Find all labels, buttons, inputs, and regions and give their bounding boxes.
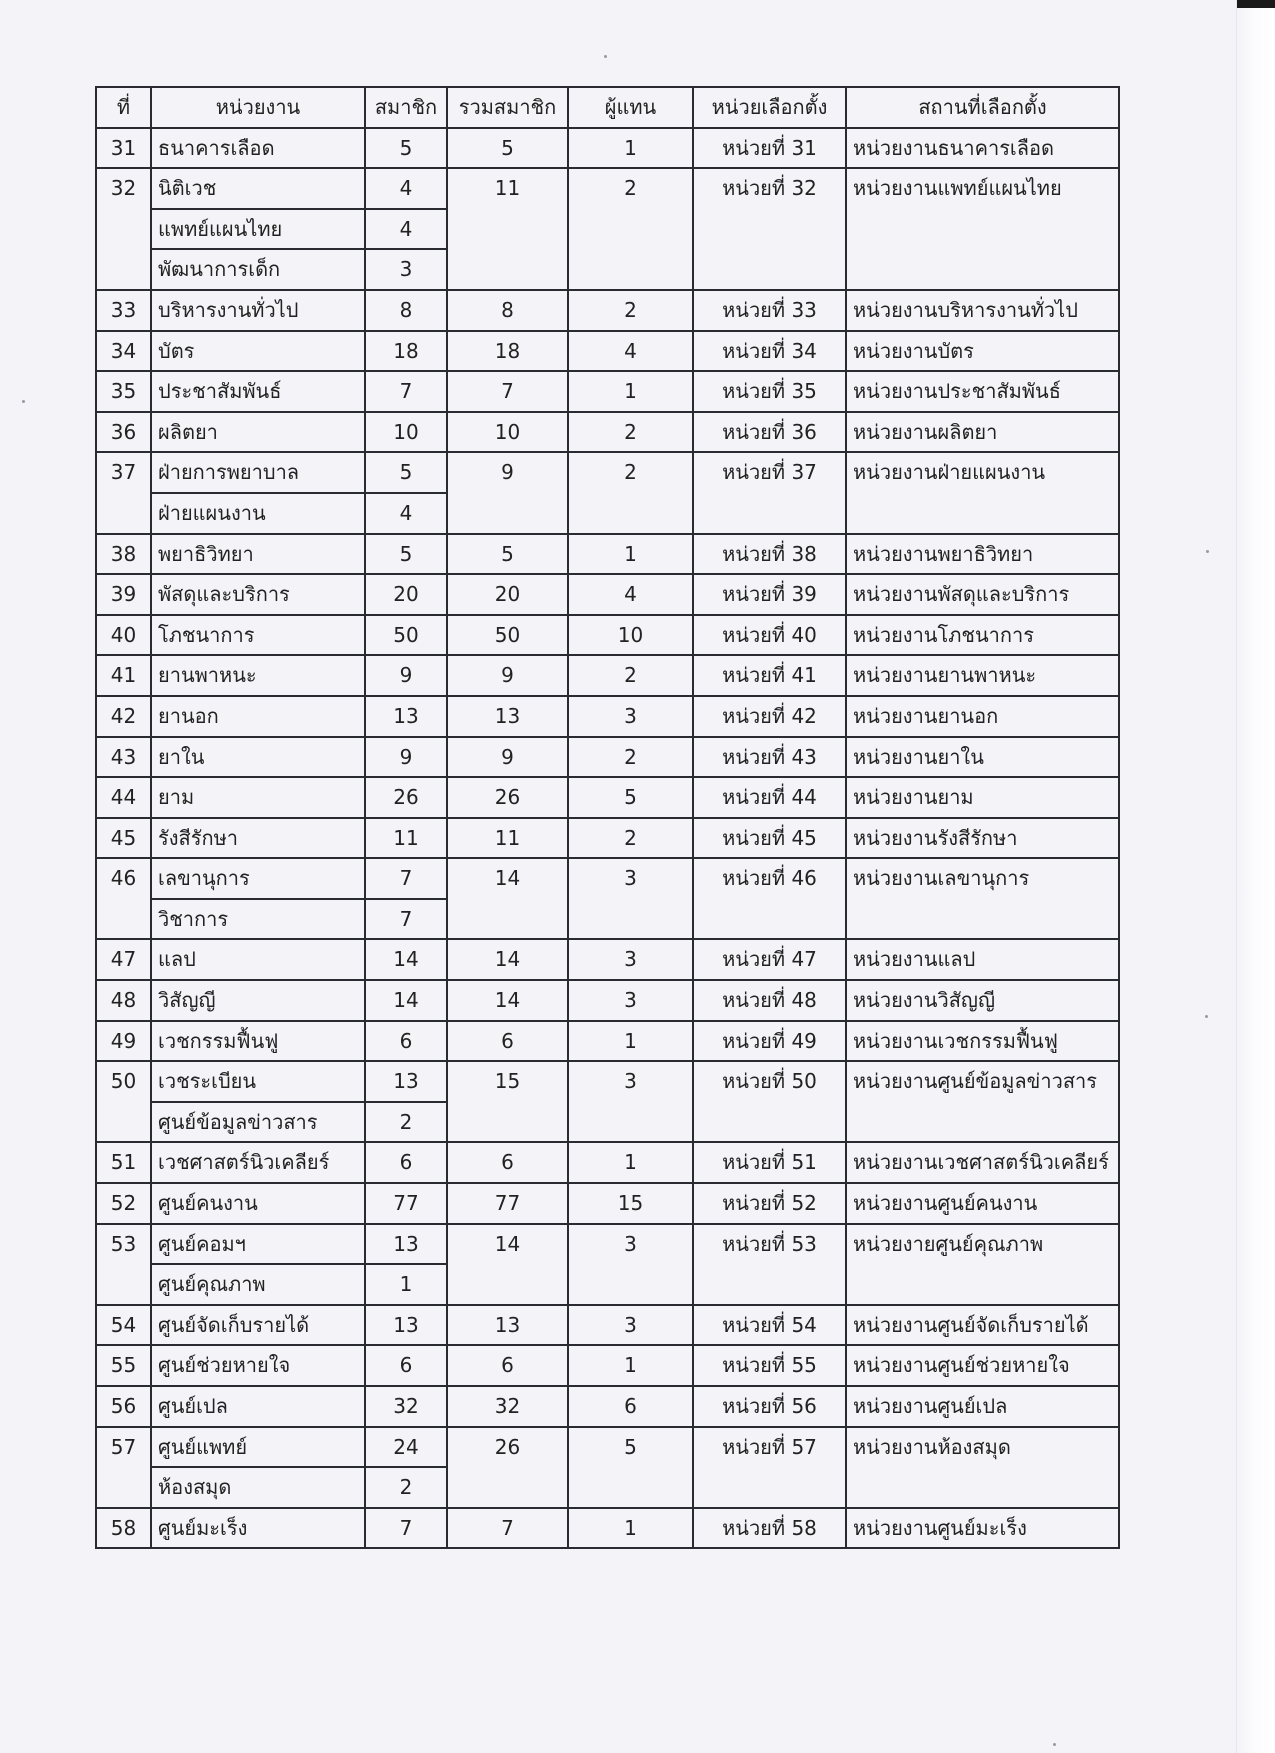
representatives: 3 xyxy=(568,939,693,980)
representatives: 1 xyxy=(568,534,693,575)
total-members: 14 xyxy=(447,980,568,1021)
unit-members: 6 xyxy=(365,1021,447,1062)
representatives: 2 xyxy=(568,290,693,331)
row-number: 53 xyxy=(96,1224,151,1305)
total-members: 26 xyxy=(447,777,568,818)
total-members: 7 xyxy=(447,1508,568,1549)
poll-unit: หน่วยที่ 39 xyxy=(693,574,846,615)
poll-unit: หน่วยที่ 56 xyxy=(693,1386,846,1427)
representatives: 1 xyxy=(568,371,693,412)
unit-name: ศูนย์แพทย์ xyxy=(151,1427,365,1468)
header-representatives: ผู้แทน xyxy=(568,87,693,128)
unit-members: 4 xyxy=(365,168,447,209)
row-number: 56 xyxy=(96,1386,151,1427)
poll-location: หน่วยงานยาม xyxy=(846,777,1119,818)
unit-name: เวชศาสตร์นิวเคลียร์ xyxy=(151,1142,365,1183)
table-row xyxy=(96,1427,1119,1468)
poll-unit: หน่วยที่ 46 xyxy=(693,858,846,939)
poll-location: หน่วยงานศูนย์ข้อมูลข่าวสาร xyxy=(846,1061,1119,1142)
table-row xyxy=(96,980,1119,1021)
table-row xyxy=(96,371,1119,412)
total-members: 9 xyxy=(447,452,568,533)
poll-location: หน่วยงานยานพาหนะ xyxy=(846,655,1119,696)
representatives: 2 xyxy=(568,737,693,778)
row-number: 58 xyxy=(96,1508,151,1549)
unit-name: ยานพาหนะ xyxy=(151,655,365,696)
poll-location: หน่วยงานเวชศาสตร์นิวเคลียร์ xyxy=(846,1142,1119,1183)
unit-members: 5 xyxy=(365,452,447,493)
unit-members: 7 xyxy=(365,858,447,899)
total-members: 6 xyxy=(447,1345,568,1386)
unit-name: ประชาสัมพันธ์ xyxy=(151,371,365,412)
unit-name: เลขานุการ xyxy=(151,858,365,899)
unit-members: 32 xyxy=(365,1386,447,1427)
table-row xyxy=(96,168,1119,209)
representatives: 5 xyxy=(568,777,693,818)
unit-name: ยาม xyxy=(151,777,365,818)
total-members: 15 xyxy=(447,1061,568,1142)
table-row xyxy=(96,939,1119,980)
poll-location: หน่วยงานพัสดุและบริการ xyxy=(846,574,1119,615)
unit-name: วิสัญญี xyxy=(151,980,365,1021)
row-number: 38 xyxy=(96,534,151,575)
poll-location: หน่วยงานประชาสัมพันธ์ xyxy=(846,371,1119,412)
poll-location: หน่วยงานศูนย์มะเร็ง xyxy=(846,1508,1119,1549)
unit-members: 50 xyxy=(365,615,447,656)
poll-location: หน่วยงานฝ่ายแผนงาน xyxy=(846,452,1119,533)
unit-members: 4 xyxy=(365,493,447,534)
total-members: 9 xyxy=(447,655,568,696)
unit-members: 9 xyxy=(365,737,447,778)
poll-unit: หน่วยที่ 45 xyxy=(693,818,846,859)
unit-name: โภชนาการ xyxy=(151,615,365,656)
total-members: 20 xyxy=(447,574,568,615)
row-number: 44 xyxy=(96,777,151,818)
row-number: 46 xyxy=(96,858,151,939)
total-members: 14 xyxy=(447,1224,568,1305)
unit-members: 6 xyxy=(365,1142,447,1183)
poll-unit: หน่วยที่ 54 xyxy=(693,1305,846,1346)
total-members: 13 xyxy=(447,696,568,737)
poll-unit: หน่วยที่ 51 xyxy=(693,1142,846,1183)
unit-members: 13 xyxy=(365,1061,447,1102)
unit-name: แลป xyxy=(151,939,365,980)
unit-members: 8 xyxy=(365,290,447,331)
poll-unit: หน่วยที่ 33 xyxy=(693,290,846,331)
poll-unit: หน่วยที่ 41 xyxy=(693,655,846,696)
scan-speck xyxy=(22,400,25,403)
representatives: 3 xyxy=(568,1224,693,1305)
row-number: 35 xyxy=(96,371,151,412)
row-number: 39 xyxy=(96,574,151,615)
poll-unit: หน่วยที่ 40 xyxy=(693,615,846,656)
table-row xyxy=(96,1183,1119,1224)
unit-name: ฝ่ายแผนงาน xyxy=(151,493,365,534)
unit-members: 5 xyxy=(365,128,447,169)
page-edge xyxy=(1236,0,1275,1753)
table-row xyxy=(96,858,1119,899)
total-members: 26 xyxy=(447,1427,568,1508)
unit-members: 24 xyxy=(365,1427,447,1468)
unit-name: ยาใน xyxy=(151,737,365,778)
poll-unit: หน่วยที่ 42 xyxy=(693,696,846,737)
total-members: 18 xyxy=(447,331,568,372)
poll-unit: หน่วยที่ 43 xyxy=(693,737,846,778)
poll-unit: หน่วยที่ 44 xyxy=(693,777,846,818)
representatives: 4 xyxy=(568,331,693,372)
row-number: 48 xyxy=(96,980,151,1021)
poll-location: หน่วยงานศูนย์คนงาน xyxy=(846,1183,1119,1224)
representatives: 1 xyxy=(568,1508,693,1549)
representatives: 3 xyxy=(568,1305,693,1346)
unit-members: 20 xyxy=(365,574,447,615)
unit-name: พัฒนาการเด็ก xyxy=(151,249,365,290)
unit-name: บัตร xyxy=(151,331,365,372)
unit-name: แพทย์แผนไทย xyxy=(151,209,365,250)
unit-name: วิชาการ xyxy=(151,899,365,940)
unit-members: 14 xyxy=(365,939,447,980)
poll-unit: หน่วยที่ 31 xyxy=(693,128,846,169)
unit-members: 11 xyxy=(365,818,447,859)
poll-unit: หน่วยที่ 55 xyxy=(693,1345,846,1386)
table-row xyxy=(96,412,1119,453)
representatives: 3 xyxy=(568,1061,693,1142)
representatives: 1 xyxy=(568,1021,693,1062)
representatives: 1 xyxy=(568,128,693,169)
poll-location: หน่วยงานแลป xyxy=(846,939,1119,980)
poll-location: หน่วยงานผลิตยา xyxy=(846,412,1119,453)
unit-members: 9 xyxy=(365,655,447,696)
total-members: 9 xyxy=(447,737,568,778)
scan-speck xyxy=(1053,1743,1056,1746)
unit-members: 5 xyxy=(365,534,447,575)
table-row xyxy=(96,1021,1119,1062)
row-number: 55 xyxy=(96,1345,151,1386)
unit-name: ยานอก xyxy=(151,696,365,737)
row-number: 34 xyxy=(96,331,151,372)
poll-unit: หน่วยที่ 36 xyxy=(693,412,846,453)
unit-name: ศูนย์เปล xyxy=(151,1386,365,1427)
representatives: 3 xyxy=(568,696,693,737)
representatives: 4 xyxy=(568,574,693,615)
total-members: 6 xyxy=(447,1142,568,1183)
table-row xyxy=(96,1142,1119,1183)
unit-members: 13 xyxy=(365,1305,447,1346)
unit-members: 10 xyxy=(365,412,447,453)
unit-members: 4 xyxy=(365,209,447,250)
scan-corner-mark xyxy=(1237,0,1275,8)
table-row xyxy=(96,737,1119,778)
total-members: 77 xyxy=(447,1183,568,1224)
row-number: 37 xyxy=(96,452,151,533)
poll-location: หน่วยงานศูนย์ช่วยหายใจ xyxy=(846,1345,1119,1386)
total-members: 10 xyxy=(447,412,568,453)
unit-name: ศูนย์มะเร็ง xyxy=(151,1508,365,1549)
unit-name: บริหารงานทั่วไป xyxy=(151,290,365,331)
poll-location: หน่วยงานศูนย์จัดเก็บรายได้ xyxy=(846,1305,1119,1346)
unit-name: ศูนย์คุณภาพ xyxy=(151,1264,365,1305)
unit-name: พัสดุและบริการ xyxy=(151,574,365,615)
total-members: 7 xyxy=(447,371,568,412)
header-poll-unit: หน่วยเลือกตั้ง xyxy=(693,87,846,128)
table-header-row xyxy=(96,87,1119,128)
header-members: สมาชิก xyxy=(365,87,447,128)
total-members: 50 xyxy=(447,615,568,656)
unit-members: 13 xyxy=(365,1224,447,1265)
representatives: 10 xyxy=(568,615,693,656)
unit-name: ศูนย์ช่วยหายใจ xyxy=(151,1345,365,1386)
representatives: 3 xyxy=(568,858,693,939)
table-row xyxy=(96,1345,1119,1386)
representatives: 2 xyxy=(568,655,693,696)
row-number: 31 xyxy=(96,128,151,169)
header-poll-location: สถานที่เลือกตั้ง xyxy=(846,87,1119,128)
unit-name: ห้องสมุด xyxy=(151,1467,365,1508)
total-members: 11 xyxy=(447,168,568,290)
unit-name: รังสีรักษา xyxy=(151,818,365,859)
poll-unit: หน่วยที่ 49 xyxy=(693,1021,846,1062)
unit-members: 6 xyxy=(365,1345,447,1386)
representatives: 1 xyxy=(568,1142,693,1183)
poll-unit: หน่วยที่ 34 xyxy=(693,331,846,372)
row-number: 47 xyxy=(96,939,151,980)
table-row xyxy=(96,1305,1119,1346)
scan-speck xyxy=(1205,1015,1208,1018)
header-no: ที่ xyxy=(96,87,151,128)
table-row xyxy=(96,615,1119,656)
poll-location: หน่วยงานพยาธิวิทยา xyxy=(846,534,1119,575)
poll-unit: หน่วยที่ 57 xyxy=(693,1427,846,1508)
unit-name: ศูนย์จัดเก็บรายได้ xyxy=(151,1305,365,1346)
header-unit: หน่วยงาน xyxy=(151,87,365,128)
row-number: 41 xyxy=(96,655,151,696)
total-members: 32 xyxy=(447,1386,568,1427)
poll-location: หน่วยงานโภชนาการ xyxy=(846,615,1119,656)
table-row xyxy=(96,452,1119,493)
poll-location: หน่วยงานบัตร xyxy=(846,331,1119,372)
table-body xyxy=(96,128,1119,1549)
poll-location: หน่วยงานห้องสมุด xyxy=(846,1427,1119,1508)
scan-speck xyxy=(1206,550,1209,553)
representatives: 2 xyxy=(568,168,693,290)
unit-members: 26 xyxy=(365,777,447,818)
poll-unit: หน่วยที่ 52 xyxy=(693,1183,846,1224)
poll-unit: หน่วยที่ 58 xyxy=(693,1508,846,1549)
poll-location: หน่วยงานรังสีรักษา xyxy=(846,818,1119,859)
poll-unit: หน่วยที่ 37 xyxy=(693,452,846,533)
table-row xyxy=(96,818,1119,859)
row-number: 49 xyxy=(96,1021,151,1062)
unit-name: ศูนย์คอมฯ xyxy=(151,1224,365,1265)
representatives: 6 xyxy=(568,1386,693,1427)
unit-name: ศูนย์คนงาน xyxy=(151,1183,365,1224)
row-number: 36 xyxy=(96,412,151,453)
unit-name: เวชระเบียน xyxy=(151,1061,365,1102)
unit-name: ฝ่ายการพยาบาล xyxy=(151,452,365,493)
unit-members: 7 xyxy=(365,1508,447,1549)
unit-members: 3 xyxy=(365,249,447,290)
table-row xyxy=(96,1386,1119,1427)
row-number: 40 xyxy=(96,615,151,656)
row-number: 51 xyxy=(96,1142,151,1183)
representatives: 3 xyxy=(568,980,693,1021)
poll-location: หน่วยงานวิสัญญี xyxy=(846,980,1119,1021)
poll-location: หน่วยงานธนาคารเลือด xyxy=(846,128,1119,169)
table-row xyxy=(96,1061,1119,1102)
row-number: 45 xyxy=(96,818,151,859)
row-number: 43 xyxy=(96,737,151,778)
row-number: 54 xyxy=(96,1305,151,1346)
total-members: 14 xyxy=(447,858,568,939)
poll-location: หน่วยงานแพทย์แผนไทย xyxy=(846,168,1119,290)
representatives: 2 xyxy=(568,818,693,859)
unit-name: เวชกรรมฟื้นฟู xyxy=(151,1021,365,1062)
row-number: 50 xyxy=(96,1061,151,1142)
unit-name: ศูนย์ข้อมูลข่าวสาร xyxy=(151,1102,365,1143)
total-members: 5 xyxy=(447,534,568,575)
poll-unit: หน่วยที่ 32 xyxy=(693,168,846,290)
representatives: 2 xyxy=(568,412,693,453)
table-row xyxy=(96,290,1119,331)
poll-location: หน่วยงานเลขานุการ xyxy=(846,858,1119,939)
row-number: 42 xyxy=(96,696,151,737)
table-row xyxy=(96,534,1119,575)
total-members: 13 xyxy=(447,1305,568,1346)
total-members: 8 xyxy=(447,290,568,331)
unit-members: 13 xyxy=(365,696,447,737)
table-row xyxy=(96,655,1119,696)
unit-members: 2 xyxy=(365,1102,447,1143)
representatives: 1 xyxy=(568,1345,693,1386)
poll-unit: หน่วยที่ 47 xyxy=(693,939,846,980)
table-row xyxy=(96,331,1119,372)
total-members: 6 xyxy=(447,1021,568,1062)
unit-members: 7 xyxy=(365,899,447,940)
table-row xyxy=(96,777,1119,818)
unit-members: 18 xyxy=(365,331,447,372)
total-members: 14 xyxy=(447,939,568,980)
unit-members: 77 xyxy=(365,1183,447,1224)
poll-location: หน่วยงานเวชกรรมฟื้นฟู xyxy=(846,1021,1119,1062)
poll-location: หน่วยงานยาใน xyxy=(846,737,1119,778)
unit-members: 14 xyxy=(365,980,447,1021)
election-units-table xyxy=(95,86,1120,1549)
unit-name: ผลิตยา xyxy=(151,412,365,453)
row-number: 52 xyxy=(96,1183,151,1224)
unit-name: นิติเวช xyxy=(151,168,365,209)
row-number: 57 xyxy=(96,1427,151,1508)
table-row xyxy=(96,1224,1119,1265)
poll-location: หน่วยงานบริหารงานทั่วไป xyxy=(846,290,1119,331)
row-number: 32 xyxy=(96,168,151,290)
representatives: 15 xyxy=(568,1183,693,1224)
unit-members: 7 xyxy=(365,371,447,412)
scan-speck xyxy=(604,55,607,58)
poll-unit: หน่วยที่ 48 xyxy=(693,980,846,1021)
row-number: 33 xyxy=(96,290,151,331)
representatives: 5 xyxy=(568,1427,693,1508)
table-row xyxy=(96,128,1119,169)
table-row xyxy=(96,1508,1119,1549)
poll-unit: หน่วยที่ 50 xyxy=(693,1061,846,1142)
total-members: 11 xyxy=(447,818,568,859)
table-row xyxy=(96,574,1119,615)
unit-name: พยาธิวิทยา xyxy=(151,534,365,575)
representatives: 2 xyxy=(568,452,693,533)
poll-unit: หน่วยที่ 35 xyxy=(693,371,846,412)
poll-unit: หน่วยที่ 53 xyxy=(693,1224,846,1305)
poll-location: หน่วยงายศูนย์คุณภาพ xyxy=(846,1224,1119,1305)
unit-name: ธนาคารเลือด xyxy=(151,128,365,169)
unit-members: 1 xyxy=(365,1264,447,1305)
poll-location: หน่วยงานยานอก xyxy=(846,696,1119,737)
poll-unit: หน่วยที่ 38 xyxy=(693,534,846,575)
header-total-members: รวมสมาชิก xyxy=(447,87,568,128)
table-row xyxy=(96,696,1119,737)
total-members: 5 xyxy=(447,128,568,169)
unit-members: 2 xyxy=(365,1467,447,1508)
poll-location: หน่วยงานศูนย์เปล xyxy=(846,1386,1119,1427)
